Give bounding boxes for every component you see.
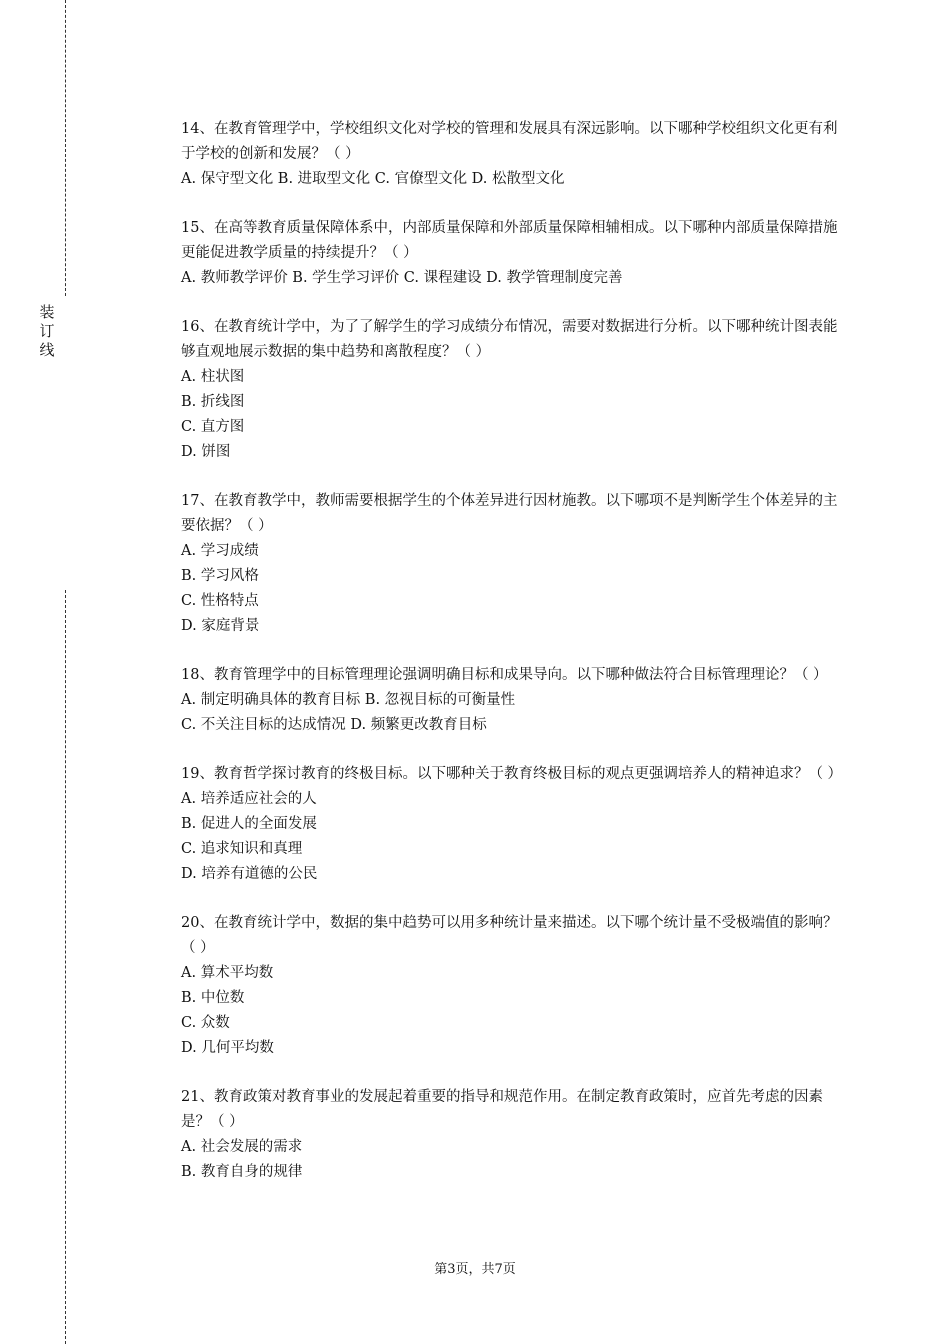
question-stem: 16、在教育统计学中，为了了解学生的学习成绩分布情况，需要对数据进行分析。以下哪种统计图表能够直观地展示数据的集中趋势和离散程度？（ ） (181, 319, 838, 360)
binding-line-top (65, 0, 66, 296)
binding-char: 线 (39, 341, 55, 359)
option-c: C. 性格特点 (181, 593, 259, 609)
question-20 (181, 911, 841, 1061)
question-21 (181, 1085, 841, 1185)
question-stem: 15、在高等教育质量保障体系中，内部质量保障和外部质量保障相辅相成。以下哪种内部质量保障措施更能促进教学质量的持续提升？（ ） (181, 220, 838, 261)
option-c: C. 直方图 (181, 419, 245, 435)
binding-char: 装 (39, 303, 55, 321)
option-b: B. 学习风格 (181, 568, 259, 584)
question-stem: 21、教育政策对教育事业的发展起着重要的指导和规范作用。在制定教育政策时，应首先考虑的因素是？（ ） (181, 1089, 823, 1130)
option-line: A. 教师教学评价 B. 学生学习评价 C. 课程建设 D. 教学管理制度完善 (181, 270, 623, 286)
option-c: C. 追求知识和真理 (181, 841, 303, 857)
option-b: B. 教育自身的规律 (181, 1164, 303, 1180)
question-15 (181, 216, 841, 291)
option-d: D. 家庭背景 (181, 618, 260, 634)
question-19 (181, 762, 841, 887)
question-stem: 17、在教育教学中，教师需要根据学生的个体差异进行因材施教。以下哪项不是判断学生个体差异的主要依据？（ ） (181, 493, 838, 534)
page-number: 第3页，共7页 (434, 1262, 516, 1277)
option-d: D. 培养有道德的公民 (181, 866, 318, 882)
option-a: A. 学习成绩 (181, 543, 259, 559)
option-line: C. 不关注目标的达成情况 D. 频繁更改教育目标 (181, 717, 487, 733)
option-a: A. 社会发展的需求 (181, 1139, 303, 1155)
option-line: A. 制定明确具体的教育目标 B. 忽视目标的可衡量性 (181, 692, 516, 708)
option-a: A. 培养适应社会的人 (181, 791, 317, 807)
option-a: A. 柱状图 (181, 369, 245, 385)
option-d: D. 饼图 (181, 444, 231, 460)
question-18 (181, 663, 841, 738)
question-17 (181, 489, 841, 639)
option-b: B. 促进人的全面发展 (181, 816, 317, 832)
binding-char: 订 (39, 322, 55, 340)
question-stem: 20、在教育统计学中，数据的集中趋势可以用多种统计量来描述。以下哪个统计量不受极端值的影响？（ ） (181, 915, 838, 956)
question-stem: 14、在教育管理学中，学校组织文化对学校的管理和发展具有深远影响。以下哪种学校组织文化更有利于学校的创新和发展？（ ） (181, 121, 838, 162)
option-c: C. 众数 (181, 1015, 230, 1031)
option-d: D. 几何平均数 (181, 1040, 274, 1056)
question-14 (181, 117, 841, 192)
option-b: B. 折线图 (181, 394, 245, 410)
question-stem: 18、教育管理学中的目标管理理论强调明确目标和成果导向。以下哪种做法符合目标管理理论？（ ） (181, 667, 828, 683)
binding-label (37, 303, 57, 360)
binding-line-bottom (65, 590, 66, 1344)
option-a: A. 算术平均数 (181, 965, 274, 981)
question-16 (181, 315, 841, 465)
question-stem: 19、教育哲学探讨教育的终极目标。以下哪种关于教育终极目标的观点更强调培养人的精神追求？（ ） (181, 766, 843, 782)
option-line: A. 保守型文化 B. 进取型文化 C. 官僚型文化 D. 松散型文化 (181, 171, 565, 187)
option-b: B. 中位数 (181, 990, 245, 1006)
question-list (181, 117, 841, 1209)
